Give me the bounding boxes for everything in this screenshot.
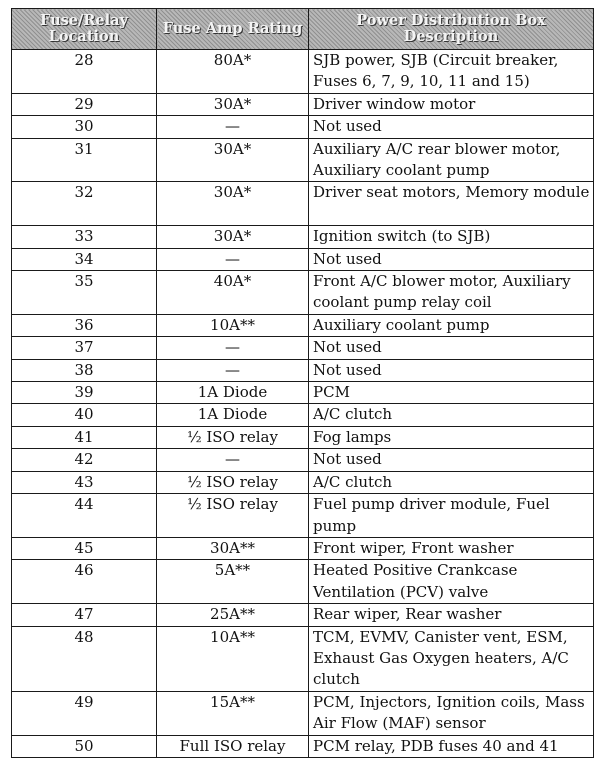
fuse-description-cell: A/C clutch — [309, 471, 594, 493]
fuse-rating-cell: 10A** — [157, 314, 309, 336]
table-row — [12, 626, 594, 691]
table-row — [12, 604, 594, 626]
fuse-location-cell: 49 — [12, 691, 157, 735]
fuse-rating-cell: — — [157, 248, 309, 270]
table-row — [12, 449, 594, 471]
table-row — [12, 382, 594, 404]
fuse-description-cell: Front wiper, Front washer — [309, 537, 594, 559]
fuse-rating-cell: 1A Diode — [157, 382, 309, 404]
table-row — [12, 271, 594, 315]
table-row — [12, 337, 594, 359]
fuse-rating-cell: 30A** — [157, 537, 309, 559]
table-row — [12, 116, 594, 138]
fuse-location-cell: 31 — [12, 138, 157, 182]
fuse-location-cell: 46 — [12, 560, 157, 604]
fuse-location-cell: 29 — [12, 93, 157, 115]
fuse-rating-cell: 1A Diode — [157, 404, 309, 426]
fuse-description-cell: PCM, Injectors, Ignition coils, Mass Air Flow (MAF) sensor — [309, 691, 594, 735]
fuse-location-cell: 28 — [12, 50, 157, 94]
fuse-rating-cell: 30A* — [157, 182, 309, 226]
fuse-location-cell: 35 — [12, 271, 157, 315]
table-row — [12, 226, 594, 248]
fuse-description-cell: Not used — [309, 248, 594, 270]
fuse-rating-cell: ½ ISO relay — [157, 494, 309, 538]
fuse-location-cell: 30 — [12, 116, 157, 138]
fuse-location-cell: 41 — [12, 426, 157, 448]
fuse-rating-cell: 10A** — [157, 626, 309, 691]
fuse-description-cell: PCM relay, PDB fuses 40 and 41 — [309, 735, 594, 757]
fuse-rating-cell: — — [157, 449, 309, 471]
header-row — [12, 9, 594, 50]
fuse-description-cell: Fuel pump driver module, Fuel pump — [309, 494, 594, 538]
table-row — [12, 314, 594, 336]
fuse-rating-cell: 25A** — [157, 604, 309, 626]
fuse-location-cell: 47 — [12, 604, 157, 626]
table-row — [12, 426, 594, 448]
fuse-rating-cell: 30A* — [157, 226, 309, 248]
table-row — [12, 471, 594, 493]
table-row — [12, 537, 594, 559]
table-row — [12, 691, 594, 735]
fuse-rating-cell: ½ ISO relay — [157, 426, 309, 448]
table-row — [12, 50, 594, 94]
table-row — [12, 404, 594, 426]
fuse-description-cell: SJB power, SJB (Circuit breaker, Fuses 6, 7, 9, 10, 11 and 15) — [309, 50, 594, 94]
fuse-description-cell: Not used — [309, 116, 594, 138]
fuse-location-cell: 39 — [12, 382, 157, 404]
fuse-description-cell: TCM, EVMV, Canister vent, ESM, Exhaust Gas Oxygen heaters, A/C clutch — [309, 626, 594, 691]
fuse-location-cell: 33 — [12, 226, 157, 248]
fuse-location-cell: 42 — [12, 449, 157, 471]
fuse-rating-cell: 5A** — [157, 560, 309, 604]
fuse-description-cell: Front A/C blower motor, Auxiliary coolant pump relay coil — [309, 271, 594, 315]
fuse-rating-cell: — — [157, 359, 309, 381]
fuse-relay-table — [11, 8, 594, 758]
header-rating: Fuse Amp Rating — [157, 9, 309, 50]
fuse-rating-cell: — — [157, 337, 309, 359]
table-row — [12, 248, 594, 270]
table-row — [12, 735, 594, 757]
fuse-rating-cell: Full ISO relay — [157, 735, 309, 757]
fuse-location-cell: 38 — [12, 359, 157, 381]
fuse-description-cell: Driver seat motors, Memory module — [309, 182, 594, 226]
fuse-rating-cell: 80A* — [157, 50, 309, 94]
fuse-description-cell: Fog lamps — [309, 426, 594, 448]
fuse-description-cell: Heated Positive Crankcase Ventilation (PCV) valve — [309, 560, 594, 604]
fuse-description-cell: Auxiliary A/C rear blower motor, Auxiliary coolant pump — [309, 138, 594, 182]
table-row — [12, 182, 594, 226]
fuse-rating-cell: — — [157, 116, 309, 138]
fuse-description-cell: Not used — [309, 337, 594, 359]
fuse-location-cell: 32 — [12, 182, 157, 226]
table-row — [12, 494, 594, 538]
table-row — [12, 93, 594, 115]
table-row — [12, 359, 594, 381]
fuse-rating-cell: 30A* — [157, 93, 309, 115]
fuse-location-cell: 40 — [12, 404, 157, 426]
fuse-description-cell: Rear wiper, Rear washer — [309, 604, 594, 626]
fuse-description-cell: Not used — [309, 359, 594, 381]
fuse-location-cell: 45 — [12, 537, 157, 559]
fuse-description-cell: Not used — [309, 449, 594, 471]
fuse-location-cell: 43 — [12, 471, 157, 493]
table-row — [12, 138, 594, 182]
fuse-rating-cell: 30A* — [157, 138, 309, 182]
fuse-description-cell: Auxiliary coolant pump — [309, 314, 594, 336]
header-location: Fuse/Relay Location — [12, 9, 157, 50]
fuse-location-cell: 44 — [12, 494, 157, 538]
fuse-location-cell: 48 — [12, 626, 157, 691]
table-body — [12, 50, 594, 758]
fuse-description-cell: PCM — [309, 382, 594, 404]
fuse-location-cell: 34 — [12, 248, 157, 270]
fuse-location-cell: 50 — [12, 735, 157, 757]
fuse-description-cell: Driver window motor — [309, 93, 594, 115]
fuse-description-cell: A/C clutch — [309, 404, 594, 426]
fuse-location-cell: 37 — [12, 337, 157, 359]
fuse-rating-cell: 15A** — [157, 691, 309, 735]
fuse-location-cell: 36 — [12, 314, 157, 336]
fuse-rating-cell: 40A* — [157, 271, 309, 315]
fuse-description-cell: Ignition switch (to SJB) — [309, 226, 594, 248]
header-description: Power Distribution Box Description — [309, 9, 594, 50]
table-row — [12, 560, 594, 604]
fuse-rating-cell: ½ ISO relay — [157, 471, 309, 493]
